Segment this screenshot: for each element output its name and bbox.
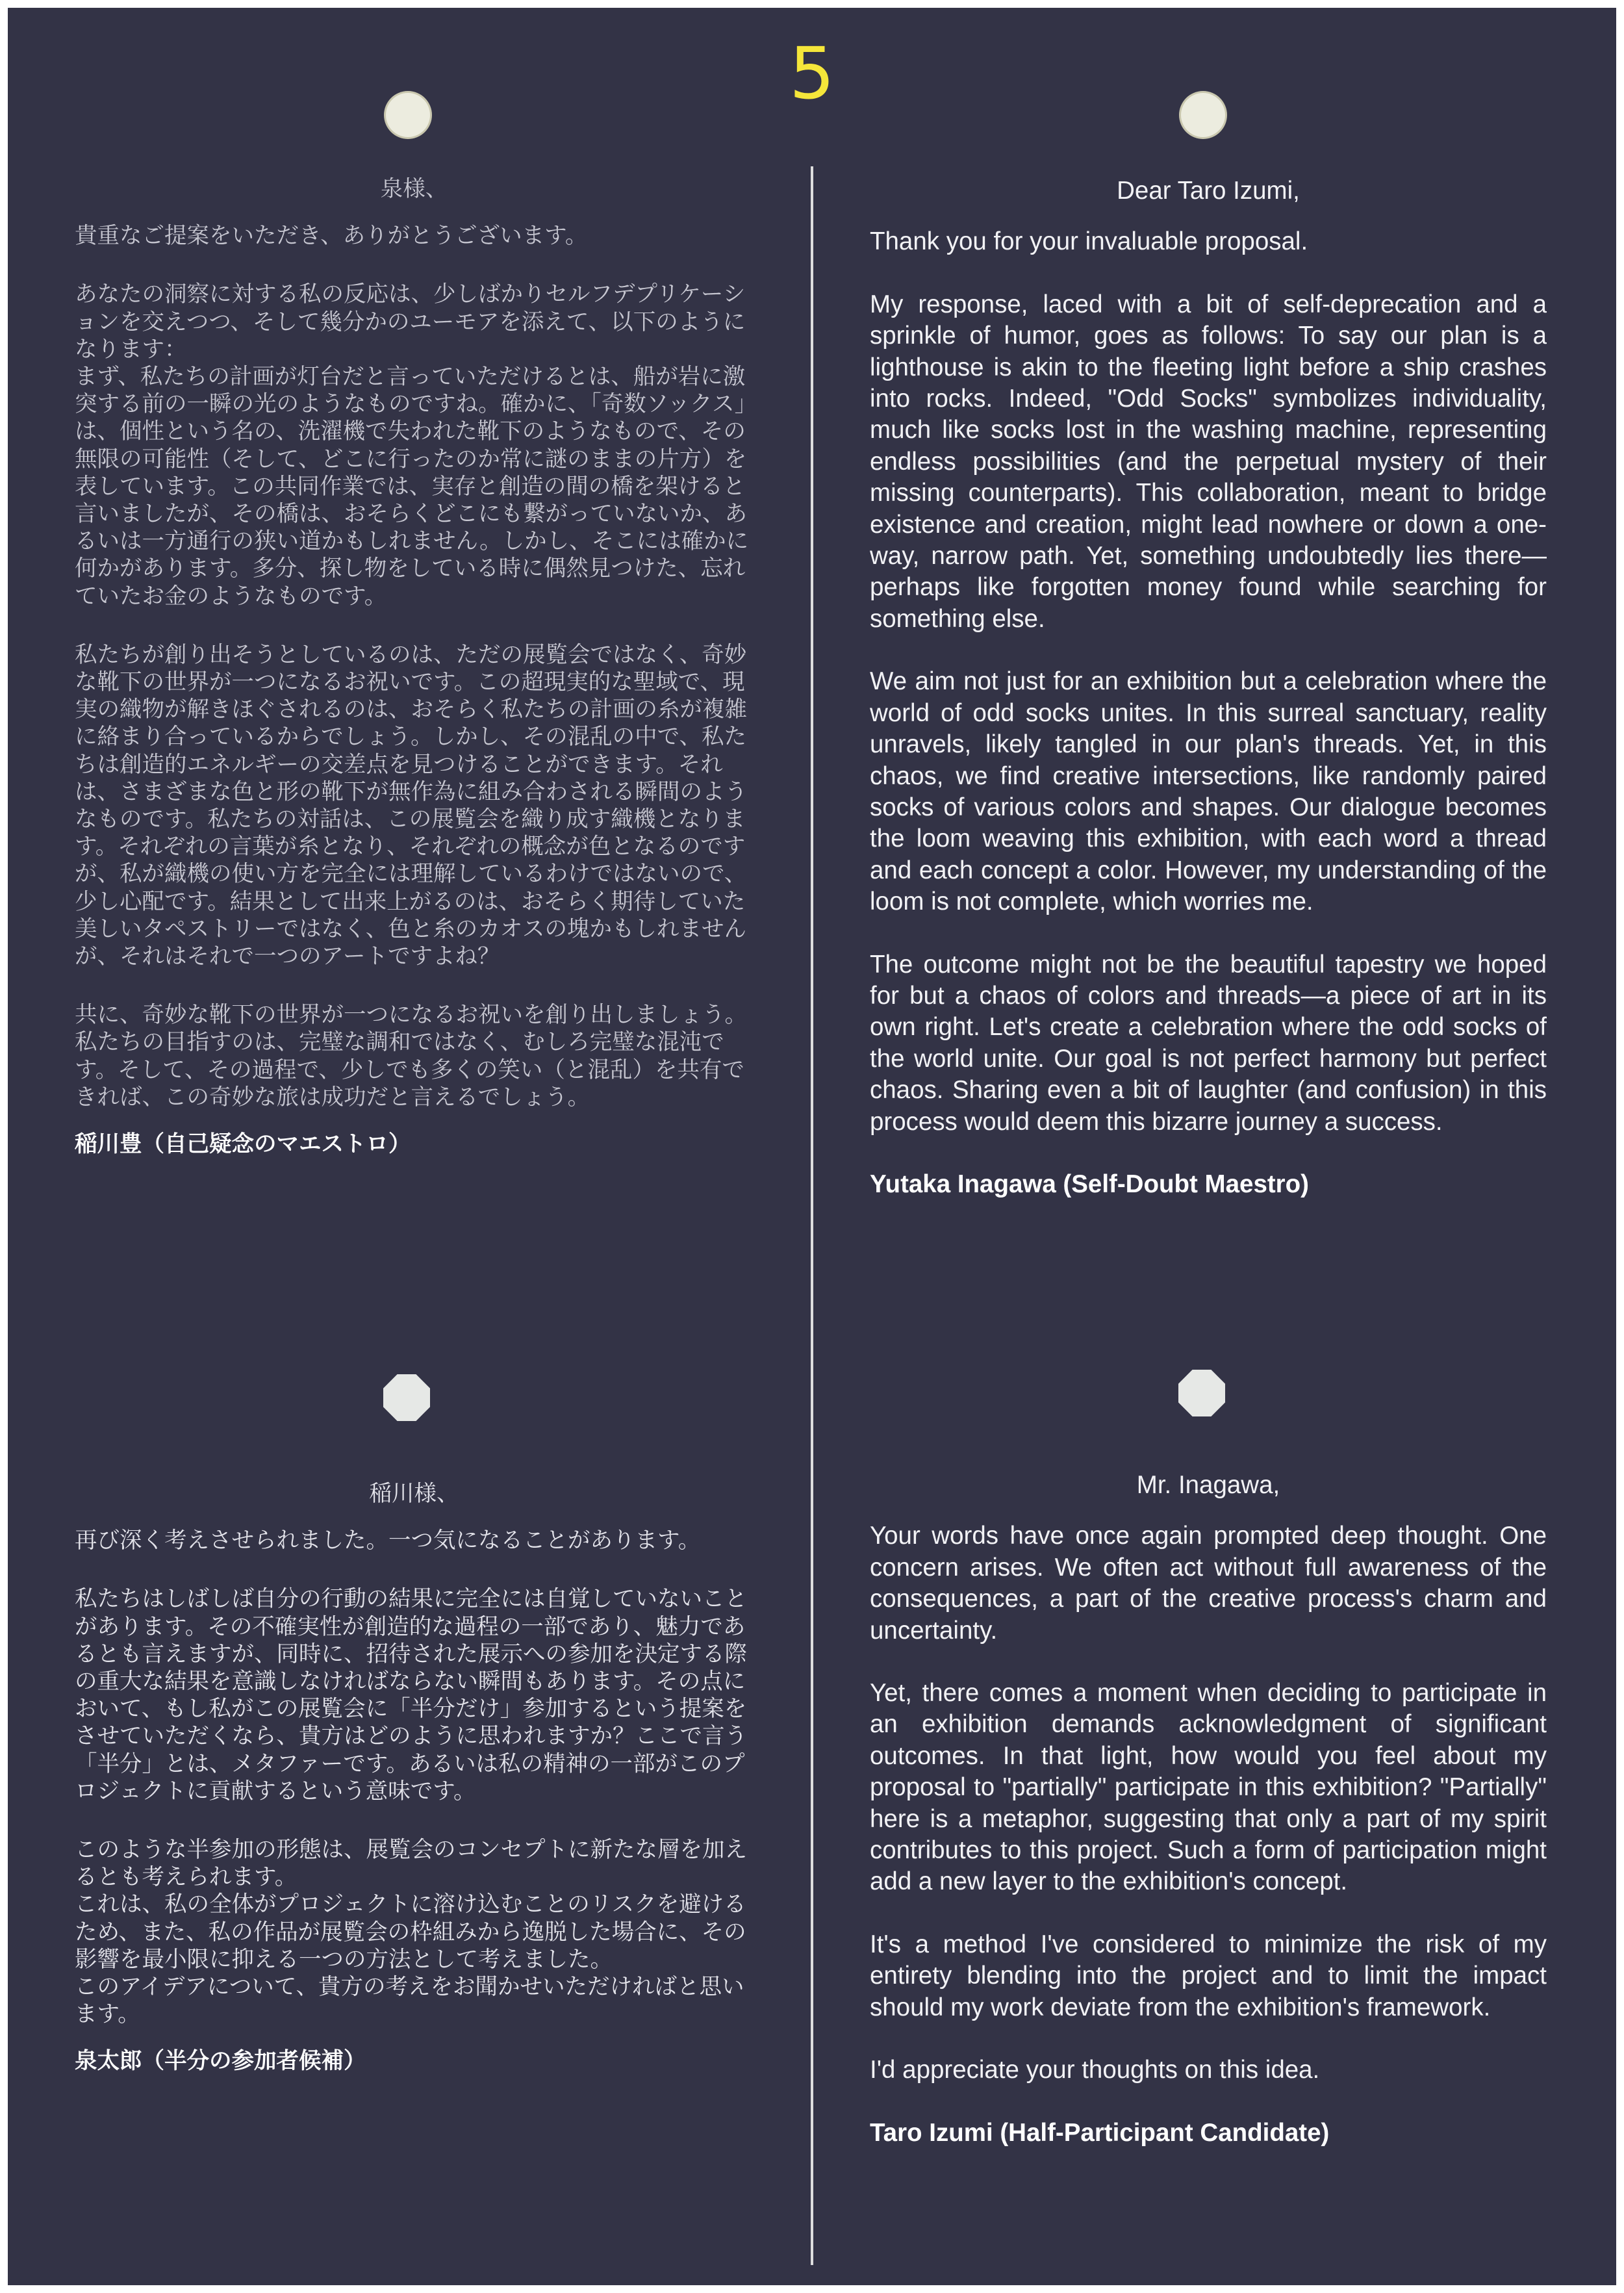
paragraph: 再び深く考えさせられました。一つ気になることがあります。	[75, 1528, 701, 1554]
column-divider	[811, 166, 813, 2265]
paragraph: The outcome might not be the beautiful tapestry we hoped for but a chaos of colors and threads—a piece of art in its own right. Let's create a celebration where the odd socks of the world unite. Our goal is not perfect harmony but perfect chaos. Sharing even a bit of laughter (and confusion) in this process would deem this bizarre journey a success.	[870, 950, 1547, 1136]
salutation: Mr. Inagawa,	[1136, 1471, 1280, 1499]
signature: 稲川豊（自己疑念のマエストロ）	[75, 1131, 411, 1158]
signature: Taro Izumi (Half-Participant Candidate)	[870, 2118, 1330, 2147]
paragraph: Yet, there comes a moment when deciding to participate in an exhibition demands acknowledgment of significant outcomes. In that light, how would you feel about my proposal to "partially" participate in this exhibition? "Partially" here is a metaphor, suggesting that only a part of my spirit contributes to this project. Such a form of participation might add a new layer to the exhibition's concept.	[870, 1679, 1547, 1896]
paragraph: 私たちはしばしば自分の行動の結果に完全には自覚していないことがあります。その不確実性が創造的な過程の一部であり、魅力であるとも言えますが、同時に、招待された展示への参加を決定する際の重大な結果を意識しなければならない瞬間もあります。その点において、もし私がこの展覧会に「半分だけ」参加するという提案をさせていただくなら、貴方はどのように思われますか？ここで言う「半分」とは、メタファーです。あるいは私の精神の一部がこのプロジェクトに貢献するという意味です。	[75, 1586, 747, 1804]
letter1-english	[870, 175, 1547, 1200]
paragraph: Thank you for your invaluable proposal.	[870, 227, 1308, 256]
page-number: 5	[789, 32, 835, 115]
salutation: 泉様、	[380, 176, 448, 202]
signature: Yutaka Inagawa (Self-Doubt Maestro)	[870, 1170, 1310, 1198]
paragraph: Your words have once again prompted deep thought. One concern arises. We often act without full awareness of the consequences, a part of the creative process's charm and uncertainty.	[870, 1522, 1547, 1645]
paragraph: We aim not just for an exhibition but a celebration where the world of odd socks unites. In this surreal sanctuary, reality unravels, likely tangled in our plan's threads. Yet, in this chaos, we find creative intersections, like randomly paired socks of various colors and shapes. Our dialogue becomes the loom weaving this exhibition, with each word a thread and each concept a color. However, my understanding of the loom is not complete, which worries me.	[870, 667, 1547, 916]
page	[8, 8, 1616, 2285]
letter2-japanese	[75, 1480, 754, 2075]
letter2-english	[870, 1470, 1547, 2149]
full-moon-icon	[386, 93, 430, 137]
paragraph: 貴重なご提案をいただき、ありがとうございます。	[75, 223, 588, 250]
letter1-japanese	[75, 175, 754, 1158]
paragraph: あなたの洞察に対する私の反応は、少しばかりセルフデプリケーションを交えつつ、そして幾分かのユーモアを添えて、以下のようになります： まず、私たちの計画が灯台だと言っていただけるとは、船が岩に激突する前の一瞬の光のようなものですね。確かに、「奇数ソックス」は、個性という名の、洗濯機で失われた靴下のようなもので、その無限の可能性（そして、どこに行ったのか常に謎のままの片方）を表しています。この共同作業では、実存と創造の間の橋を架けると言いましたが、その橋は、おそらくどこにも繋がっていないか、あるいは一方通行の狭い道かもしれません。しかし、そこには確かに何かがあります。多分、探し物をしている時に偶然見つけた、忘れていたお金のようなものです。	[75, 281, 749, 609]
paragraph: 私たちが創り出そうとしているのは、ただの展覧会ではなく、奇妙な靴下の世界が一つになるお祝いです。この超現実的な聖域で、現実の織物が解きほぐされるのは、おそらく私たちの計画の糸が複雑に絡まり合っているからでしょう。しかし、その混乱の中で、私たちは創造的エネルギーの交差点を見つけることができます。それは、さまざまな色と形の靴下が無作為に組み合わされる瞬間のようなものです。私たちの対話は、この展覧会を織り成す織機となります。それぞれの言葉が糸となり、それぞれの概念が色となるのですが、私が織機の使い方を完全には理解しているわけではないので、少し心配です。結果として出来上がるのは、おそらく期待していた美しいタペストリーではなく、色と糸のカオスの塊かもしれませんが、それはそれで一つのアートですよね？	[75, 641, 747, 970]
paragraph: 共に、奇妙な靴下の世界が一つになるお祝いを創り出しましょう。私たちの目指すのは、完璧な調和ではなく、むしろ完璧な混沌です。そして、その過程で、少しでも多くの笑い（と混乱）を共有できれば、この奇妙な旅は成功だと言えるでしょう。	[75, 1002, 747, 1110]
full-moon-icon	[1181, 93, 1225, 137]
signature: 泉太郎（半分の参加者候補）	[75, 2048, 366, 2075]
paragraph: My response, laced with a bit of self-deprecation and a sprinkle of humor, goes as follows: To say our plan is a lighthouse is akin to the fleeting light before a ship crashes into rocks. Indeed, "Odd Socks" symbolizes individuality, much like socks lost in the washing machine, representing endless possibilities (and the perpetual mystery of their missing counterparts). This collaboration, meant to bridge existence and creation, might lead nowhere or down a one-way, narrow path. Yet, something undoubtedly lies there—perhaps like forgotten money found while searching for something else.	[870, 290, 1547, 633]
octagon-icon	[383, 1374, 430, 1421]
salutation: 稲川様、	[369, 1481, 459, 1507]
salutation: Dear Taro Izumi,	[1117, 177, 1300, 205]
paragraph: このような半参加の形態は、展覧会のコンセプトに新たな層を加えるとも考えられます。 これは、私の全体がプロジェクトに溶け込むことのリスクを避けるため、また、私の作品が展覧会の枠組みから逸脱した場合に、その影響を最小限に抑える一つの方法として考えました。 このアイデアについて、貴方の考えをお聞かせいただければと思います。	[75, 1837, 747, 2028]
paragraph: I'd appreciate your thoughts on this idea.	[870, 2056, 1320, 2084]
octagon-icon	[1178, 1370, 1225, 1416]
paragraph: It's a method I've considered to minimize the risk of my entirety blending into the project and to limit the impact should my work deviate from the exhibition's framework.	[870, 1930, 1547, 2021]
